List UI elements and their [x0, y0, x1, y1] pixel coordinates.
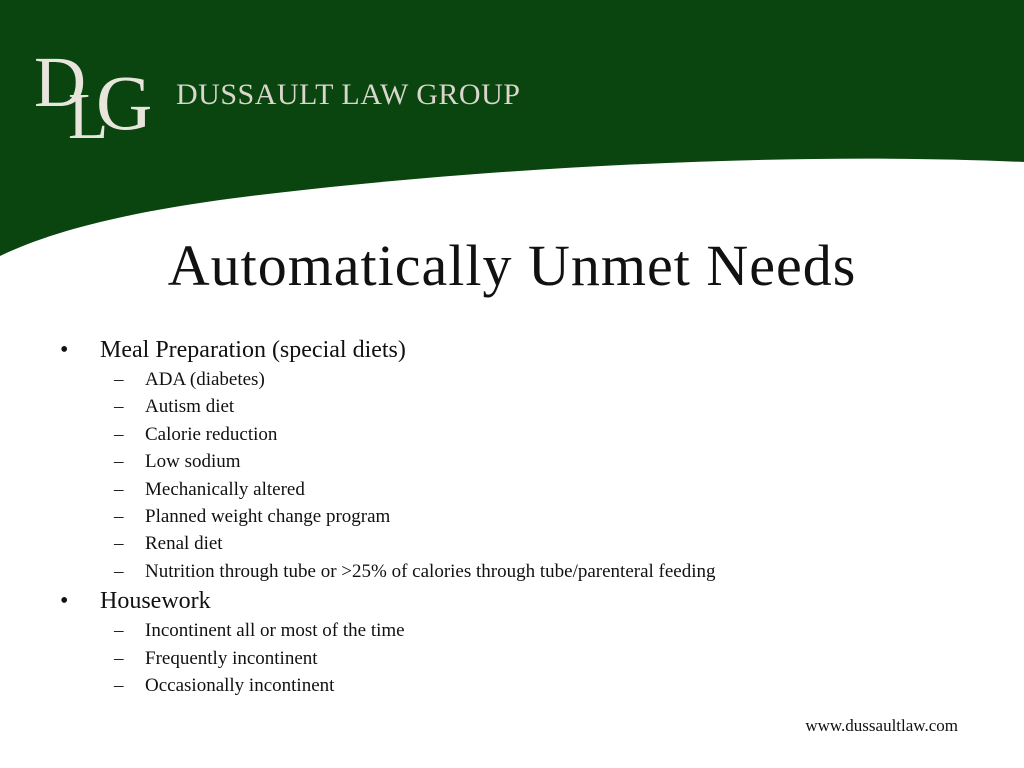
list-item-text: Occasionally incontinent — [145, 675, 335, 697]
list-item-text: Autism diet — [145, 396, 235, 418]
section-heading: Housework — [100, 588, 211, 615]
list-item-text: Low sodium — [145, 451, 241, 473]
dash: – — [114, 423, 124, 445]
dash: – — [114, 560, 124, 582]
firm-name: DUSSAULT LAW GROUP — [176, 78, 521, 111]
sub-list — [100, 617, 1000, 699]
dash: – — [114, 533, 124, 555]
bullet: • — [60, 588, 69, 615]
list-item-text: Frequently incontinent — [145, 647, 318, 669]
list-item — [100, 617, 1000, 644]
content-list — [60, 334, 1000, 699]
bullet: • — [60, 337, 69, 363]
dash: – — [114, 506, 124, 528]
section-housework — [60, 585, 1000, 699]
logo-letter-l: L — [68, 80, 109, 153]
list-item — [100, 558, 1000, 585]
slide-title: Automatically Unmet Needs — [167, 233, 857, 298]
list-item-text: Calorie reduction — [145, 423, 278, 445]
dash: – — [114, 620, 124, 642]
dlg-logo — [34, 42, 154, 156]
list-item — [100, 421, 1000, 448]
list-item — [100, 476, 1000, 503]
dash: – — [114, 478, 124, 500]
list-item — [100, 645, 1000, 672]
list-item — [100, 672, 1000, 699]
list-item-text: Nutrition through tube or >25% of calories through tube/parenteral feeding — [145, 560, 716, 582]
list-item — [100, 393, 1000, 420]
dash: – — [114, 396, 124, 418]
list-item-text: Planned weight change program — [145, 506, 391, 528]
dash: – — [114, 647, 124, 669]
list-item-text: Renal diet — [145, 533, 223, 555]
logo-letter-g: G — [96, 59, 153, 146]
footer-url: www.dussaultlaw.com — [805, 716, 958, 735]
section-meal-preparation — [60, 334, 1000, 585]
dash: – — [114, 369, 124, 390]
dash: – — [114, 675, 124, 697]
list-item — [100, 530, 1000, 557]
list-item-text: ADA (diabetes) — [145, 369, 265, 390]
list-item — [100, 503, 1000, 530]
list-item-text: Mechanically altered — [145, 478, 305, 500]
list-item — [100, 448, 1000, 475]
list-item-text: Incontinent all or most of the time — [145, 620, 405, 642]
sub-list — [100, 366, 1000, 585]
dash: – — [114, 451, 124, 473]
section-heading: Meal Preparation (special diets) — [100, 337, 406, 363]
list-item — [100, 366, 1000, 393]
logo-letter-d: D — [34, 42, 86, 122]
